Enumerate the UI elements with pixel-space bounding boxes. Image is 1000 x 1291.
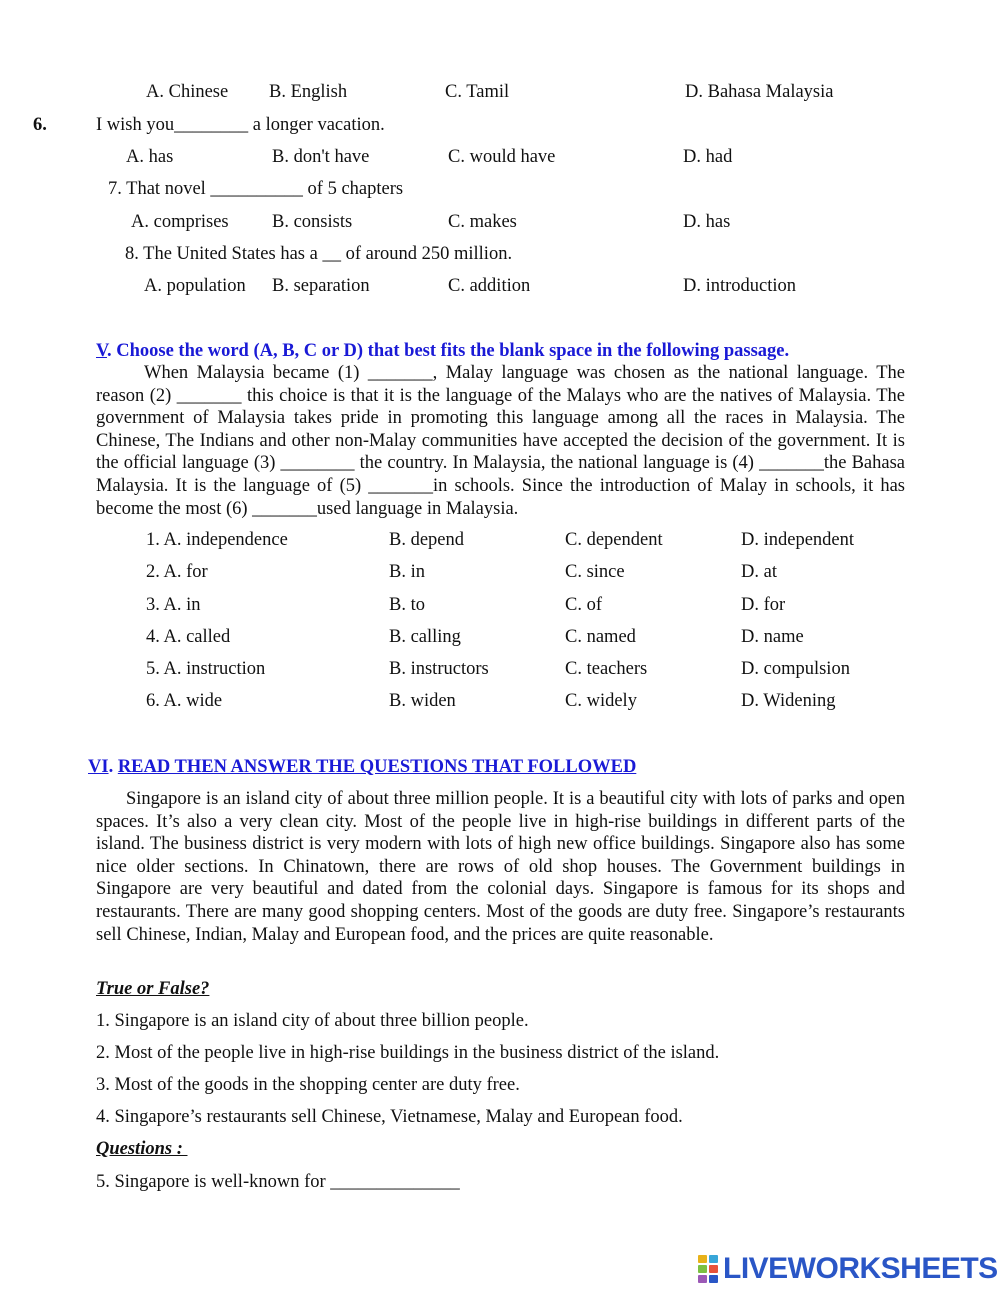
v-q2-option-a[interactable]: 2. A. for: [146, 562, 208, 582]
part-v-passage-text: When Malaysia became (1) _______, Malay language was chosen as the national language. The reason (2) _______ this choice is that it is the language of the Malays who are the natives of Malaysia. The government of Malaysia takes pride in promoting this language among all the races in Malaysia. The Chinese, The Indians and other non-Malay communities have accepted the decision of the government. It is the official language (3) ________ the country. In Malaysia, the national language is (4) _______the Bahasa Malaysia. It is the language of (5) _______in schools. Since the introduction of Malay in schools, it has become the most (6) _______used language in Malaysia.: [96, 363, 905, 519]
v-q1-option-c[interactable]: C. dependent: [565, 530, 663, 550]
q8-option-d[interactable]: D. introduction: [683, 276, 797, 296]
q5-option-c[interactable]: C. Tamil: [445, 82, 510, 102]
q7-option-c[interactable]: C. makes: [448, 212, 517, 232]
tf-item-2: 2. Most of the people live in high-rise buildings in the business district of the island.: [96, 1043, 720, 1063]
v-q3-option-d[interactable]: D. for: [741, 595, 786, 615]
v-q5-option-b[interactable]: B. instructors: [389, 659, 489, 679]
v-q4-option-c[interactable]: C. named: [565, 627, 636, 647]
v-q6-option-a[interactable]: 6. A. wide: [146, 691, 223, 711]
part-vi-dot: .: [108, 757, 114, 777]
logo-mark-icon: [697, 1254, 719, 1284]
part-vi-heading: [88, 756, 636, 778]
logo-square: [709, 1265, 718, 1273]
part-vi-passage: [96, 788, 905, 946]
q5-option-d[interactable]: D. Bahasa Malaysia: [685, 82, 834, 102]
q6-option-b[interactable]: B. don't have: [272, 147, 370, 167]
questions-label: Questions :: [96, 1139, 188, 1159]
v-q5-option-c[interactable]: C. teachers: [565, 659, 648, 679]
v-q6-option-b[interactable]: B. widen: [389, 691, 456, 711]
part-v-passage: [96, 362, 905, 520]
logo-square: [698, 1275, 707, 1283]
q7-option-b[interactable]: B. consists: [272, 212, 353, 232]
logo-square: [709, 1255, 718, 1263]
v-q5-option-a[interactable]: 5. A. instruction: [146, 659, 266, 679]
tf-item-3: 3. Most of the goods in the shopping center are duty free.: [96, 1075, 520, 1095]
logo-square: [698, 1255, 707, 1263]
part-v-heading-text: . Choose the word (A, B, C or D) that best fits the blank space in the following passage.: [106, 341, 790, 361]
tf-item-1: 1. Singapore is an island city of about three billion people.: [96, 1011, 529, 1031]
v-q6-option-c[interactable]: C. widely: [565, 691, 637, 711]
v-q6-option-d[interactable]: D. Widening: [741, 691, 836, 711]
logo-square: [698, 1265, 707, 1273]
v-q2-option-c[interactable]: C. since: [565, 562, 625, 582]
q5-option-a[interactable]: A. Chinese: [146, 82, 229, 102]
q5-option-b[interactable]: B. English: [269, 82, 348, 102]
q6-option-a[interactable]: A. has: [126, 147, 174, 167]
logo-square: [709, 1275, 718, 1283]
v-q3-option-c[interactable]: C. of: [565, 595, 602, 615]
part-vi-passage-text: Singapore is an island city of about three million people. It is a beautiful city with lots of parks and open spaces. It’s also a very clean city. Most of the people live in high-rise buildings in different parts of the island. The business district is very modern with lots of high new office buildings. Singapore also has some nice older sections. In Chinatown, there are rows of old shop houses. The Government buildings in Singapore are very beautiful and dated from the colonial days. Singapore is famous for its shops and restaurants. There are many good shopping centers. Most of the goods are duty free. Singapore’s restaurants sell Chinese, Indian, Malay and European food, and the prices are quite reasonable.: [96, 789, 905, 945]
q6-number: 6.: [33, 115, 47, 135]
q8-option-a[interactable]: A. population: [144, 276, 246, 296]
part-v-roman: V: [96, 341, 107, 361]
q7-option-d[interactable]: D. has: [683, 212, 731, 232]
q8-text: 8. The United States has a __ of around 250 million.: [125, 244, 513, 264]
v-q2-option-b[interactable]: B. in: [389, 562, 425, 582]
q8-option-b[interactable]: B. separation: [272, 276, 370, 296]
question-5: 5. Singapore is well-known for ______________: [96, 1172, 460, 1192]
part-v-heading: [96, 340, 789, 362]
v-q4-option-b[interactable]: B. calling: [389, 627, 461, 647]
q6-option-c[interactable]: C. would have: [448, 147, 556, 167]
v-q4-option-d[interactable]: D. name: [741, 627, 804, 647]
v-q2-option-d[interactable]: D. at: [741, 562, 777, 582]
logo-text: LIVEWORKSHEETS: [723, 1252, 998, 1285]
q6-text: I wish you________ a longer vacation.: [96, 115, 385, 135]
q8-option-c[interactable]: C. addition: [448, 276, 531, 296]
part-vi-heading-text: READ THEN ANSWER THE QUESTIONS THAT FOLLOWED: [117, 757, 637, 777]
q7-text: 7. That novel __________ of 5 chapters: [108, 179, 404, 199]
v-q1-option-b[interactable]: B. depend: [389, 530, 465, 550]
part-vi-roman: VI: [88, 757, 109, 777]
tf-item-4: 4. Singapore’s restaurants sell Chinese, Vietnamese, Malay and European food.: [96, 1107, 683, 1127]
liveworksheets-logo[interactable]: [697, 1252, 998, 1286]
true-false-label: True or False?: [96, 979, 210, 999]
v-q3-option-b[interactable]: B. to: [389, 595, 425, 615]
v-q3-option-a[interactable]: 3. A. in: [146, 595, 201, 615]
q6-option-d[interactable]: D. had: [683, 147, 733, 167]
v-q4-option-a[interactable]: 4. A. called: [146, 627, 231, 647]
v-q1-option-a[interactable]: 1. A. independence: [146, 530, 288, 550]
v-q1-option-d[interactable]: D. independent: [741, 530, 855, 550]
v-q5-option-d[interactable]: D. compulsion: [741, 659, 850, 679]
q7-option-a[interactable]: A. comprises: [131, 212, 229, 232]
